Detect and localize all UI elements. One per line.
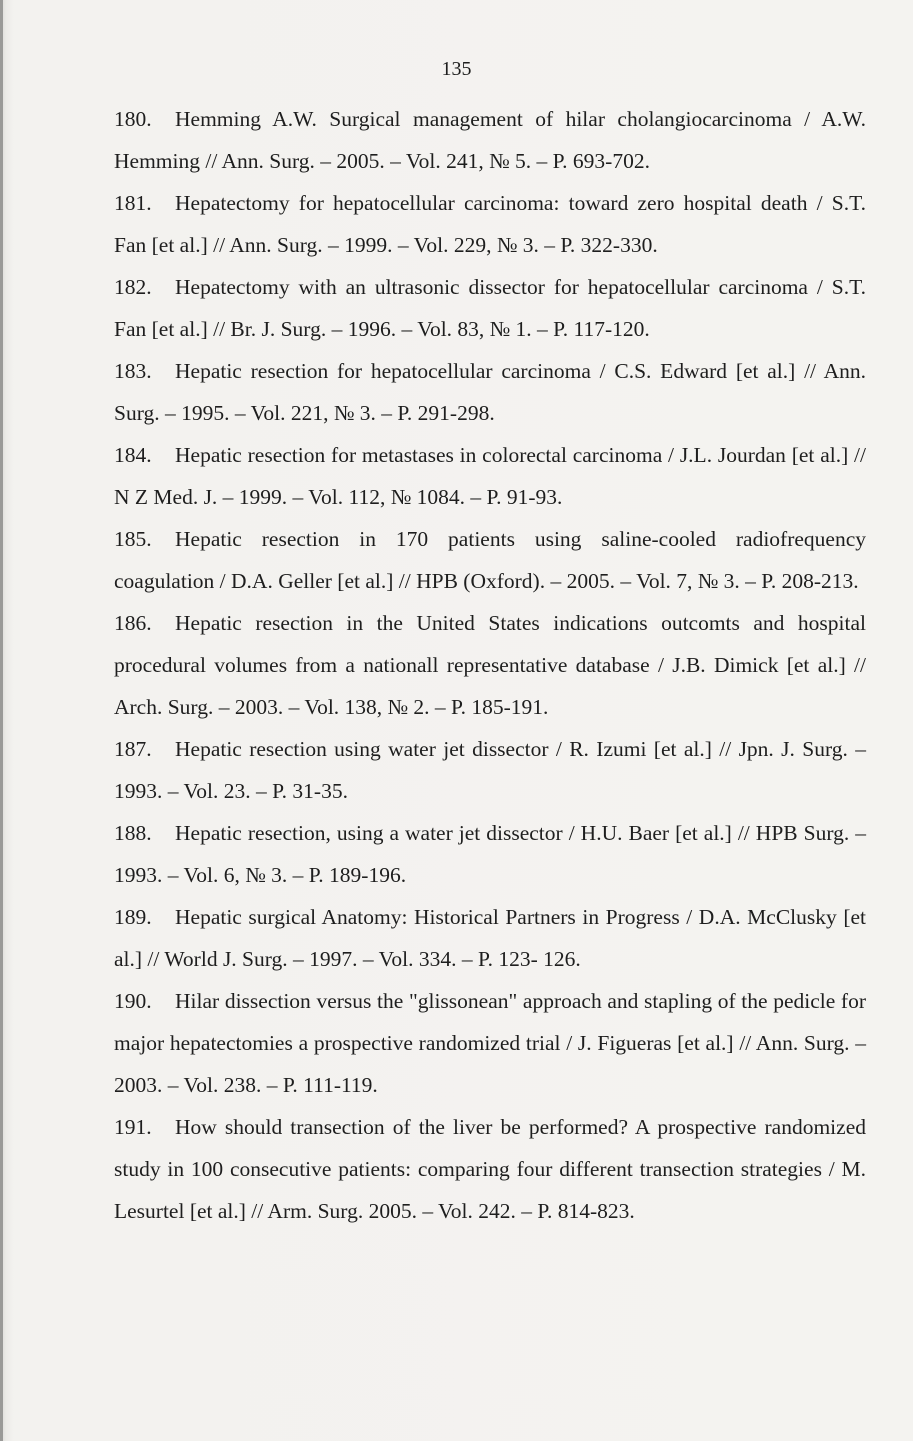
reference-text: Hepatic resection in 170 patients using saline-cooled radiofrequency coagulation / D.A. Geller [et al.] // HPB (Oxford). – 2005. – Vol. 7, № 3. – P. 208-213. (114, 527, 866, 593)
scan-edge-shadow (0, 0, 3, 1441)
reference-number: 186. (114, 611, 152, 635)
reference-item (114, 434, 866, 518)
reference-list (114, 98, 866, 1232)
reference-item (114, 98, 866, 182)
reference-item (114, 266, 866, 350)
reference-item (114, 518, 866, 602)
reference-item (114, 1106, 866, 1232)
reference-text: Hepatectomy with an ultrasonic dissector for hepatocellular carcinoma / S.T. Fan [et al.] // Br. J. Surg. – 1996. – Vol. 83, № 1. – P. 117-120. (114, 275, 866, 341)
reference-text: Hemming A.W. Surgical management of hilar cholangiocarcinoma / A.W. Hemming // Ann. Surg. – 2005. – Vol. 241, № 5. – P. 693-702. (114, 107, 866, 173)
reference-number: 185. (114, 527, 152, 551)
reference-text: Hepatic resection for hepatocellular carcinoma / C.S. Edward [et al.] // Ann. Surg. – 1995. – Vol. 221, № 3. – P. 291-298. (114, 359, 866, 425)
reference-text: Hepatic resection using water jet dissector / R. Izumi [et al.] // Jpn. J. Surg. – 1993. – Vol. 23. – P. 31-35. (114, 737, 866, 803)
reference-number: 190. (114, 989, 152, 1013)
reference-item (114, 350, 866, 434)
reference-number: 187. (114, 737, 152, 761)
reference-text: Hepatic resection in the United States indications outcomts and hospital procedural volumes from a nationall representative database / J.B. Dimick [et al.] // Arch. Surg. – 2003. – Vol. 138, № 2. – P. 185-191. (114, 611, 866, 719)
reference-number: 180. (114, 107, 152, 131)
reference-number: 189. (114, 905, 152, 929)
reference-item (114, 980, 866, 1106)
reference-item (114, 896, 866, 980)
reference-item (114, 602, 866, 728)
reference-number: 183. (114, 359, 152, 383)
reference-item (114, 812, 866, 896)
page-number: 135 (441, 58, 472, 80)
reference-text: Hilar dissection versus the "glissonean" approach and stapling of the pedicle for major hepatectomies a prospective randomized trial / J. Figueras [et al.] // Ann. Surg. – 2003. – Vol. 238. – P. 111-119. (114, 989, 866, 1097)
reference-text: Hepatic surgical Anatomy: Historical Partners in Progress / D.A. McClusky [et al.] // World J. Surg. – 1997. – Vol. 334. – P. 123- 126. (114, 905, 866, 971)
reference-number: 181. (114, 191, 152, 215)
reference-text: Hepatectomy for hepatocellular carcinoma: toward zero hospital death / S.T. Fan [et al.] // Ann. Surg. – 1999. – Vol. 229, № 3. – P. 322-330. (114, 191, 866, 257)
reference-number: 191. (114, 1115, 152, 1139)
reference-text: Hepatic resection for metastases in colorectal carcinoma / J.L. Jourdan [et al.] // N Z Med. J. – 1999. – Vol. 112, № 1084. – P. 91-93. (114, 443, 866, 509)
reference-text: How should transection of the liver be performed? A prospective randomized study in 100 consecutive patients: comparing four different transection strategies / M. Lesurtel [et al.] // Arm. Surg. 2005. – Vol. 242. – P. 814-823. (114, 1115, 866, 1223)
reference-item (114, 728, 866, 812)
reference-item (114, 182, 866, 266)
reference-number: 188. (114, 821, 152, 845)
reference-text: Hepatic resection, using a water jet dissector / H.U. Baer [et al.] // HPB Surg. – 1993. – Vol. 6, № 3. – P. 189-196. (114, 821, 866, 887)
reference-number: 184. (114, 443, 152, 467)
reference-number: 182. (114, 275, 152, 299)
